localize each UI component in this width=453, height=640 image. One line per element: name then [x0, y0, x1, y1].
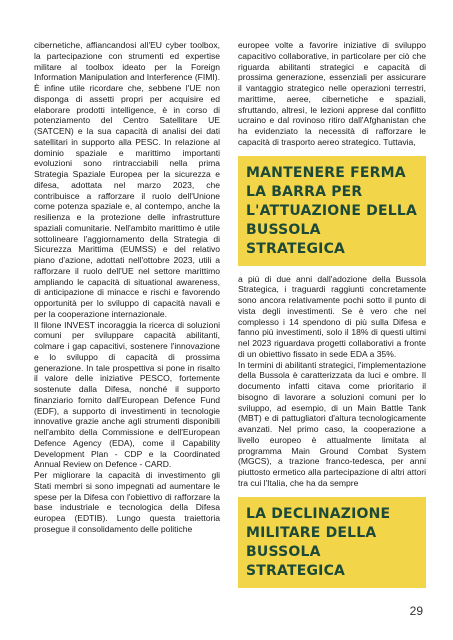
- left-paragraph-3: Per migliorare la capacità di investimento gli Stati membri si sono impegnati ad aumentare le spese per la Difesa con l'obiettivo di rafforzare la base industriale e tecnologica della Difesa europea (EDTIB). Lungo questa traiettoria prosegue il consolidamento delle politiche: [34, 470, 220, 534]
- callout-box-2: LA DECLINAZIONE MILITARE DELLA BUSSOLA STRATEGICA: [238, 497, 426, 588]
- left-paragraph-1: cibernetiche, affiancandosi all'EU cyber toolbox, la partecipazione con strumenti ed expertise militare al toolbox ideato per la Foreign Information Manipulation and Interference (FIMI). È infine utile ricordare che, sebbene l'UE non disponga di assetti propri per acquisire ed elaborare prodotti intelligence, è in corso di potenziamento del Centro Satellitare UE (SATCEN) e la sua capacità di analisi dei dati satellitari in supporto alla PESC. In relazione al dominio spaziale e marittimo importanti evoluzioni sono rintracciabili nella prima Strategia Spaziale Europea per la sicurezza e difesa, adottata nel marzo 2023, che contribuisce a rafforzare il ruolo dell'Unione come potenza spaziale e, al contempo, anche la resilienza e la protezione delle infrastrutture spaziali comunitarie. Nell'ambito marittimo è utile sottolineare l'aggiornamento della Strategia di Sicurezza Marittima (EUMSS) e del relativo piano d'azione, adottati nell'ottobre 2023, utili a rafforzare il ruolo dell'UE nel settore marittimo ampliando le capacità di situational awareness, di anticipazione di minacce e rischi e favorendo opportunità per lo sviluppo di capacità navali e per la cooperazione internazionale.: [34, 40, 220, 319]
- right-paragraph-1: europee volte a favorire iniziative di sviluppo capacitivo collaborative, in particolare per ciò che riguarda abilitanti strategici e capacità di prossima generazione, essenziali per assicurare il vantaggio strategico nelle operazioni terrestri, marittime, aeree, cibernetiche e spaziali, sfruttando, altresì, le lezioni apprese dal conflitto ucraino e dal rovinoso ritiro dall'Afghanistan che ha evidenziato la necessità di rafforzare le capacità di trasporto aereo strategico. Tuttavia,: [238, 40, 426, 147]
- left-column: [34, 40, 220, 535]
- right-paragraph-2: a più di due anni dall'adozione della Bussola Strategica, i traguardi raggiunti concretamente sono ancora relativamente pochi sotto il punto di vista degli investimenti. Se è vero che nel complesso i 14 spendono di più sulla Difesa e fanno più investimenti, solo il 18% di questi ultimi nel 2023 riguardava progetti collaborativi a fronte di un obiettivo fissato in sede EDA a 35%.: [238, 273, 426, 359]
- page-number: 29: [409, 604, 423, 618]
- left-paragraph-2: Il filone INVEST incoraggia la ricerca di soluzioni comuni per sviluppare capacità abilitanti, colmare i gap capacitivi, sostenere l'innovazione e lo sviluppo di capacità di prossima generazione. In tale prospettiva si pone in risalto il valore delle iniziative PESCO, fortemente sostenute dalla Difesa, nonché il supporto finanziario fornito dall'European Defence Fund (EDF), a supporto di investimenti in tecnologie innovative grazie anche agli strumenti disponibili nell'ambito della Commissione e dell'European Defence Agency (EDA), come il Capability Development Plan - CDP e la Coordinated Annual Review on Defence - CARD.: [34, 319, 220, 470]
- right-paragraph-3: In termini di abilitanti strategici, l'implementazione della Bussola è caratterizzata da luci e ombre. Il documento infatti citava come prioritario il bisogno di lavorare a soluzioni comuni per lo sviluppo, ad esempio, di un Main Battle Tank (MBT) e di pattugliatori d'altura tecnologicamente avanzati. Nel primo caso, la cooperazione a livello europeo è attualmente limitata al programma Main Ground Combat System (MGCS), a trazione franco-tedesca, per anni piuttosto ermetico alla partecipazione di altri attori tra cui l'Italia, che ha da sempre: [238, 359, 426, 488]
- callout-box-1: MANTENERE FERMA LA BARRA PER L'ATTUAZIONE DELLA BUSSOLA STRATEGICA: [238, 156, 426, 266]
- right-column: [238, 40, 426, 596]
